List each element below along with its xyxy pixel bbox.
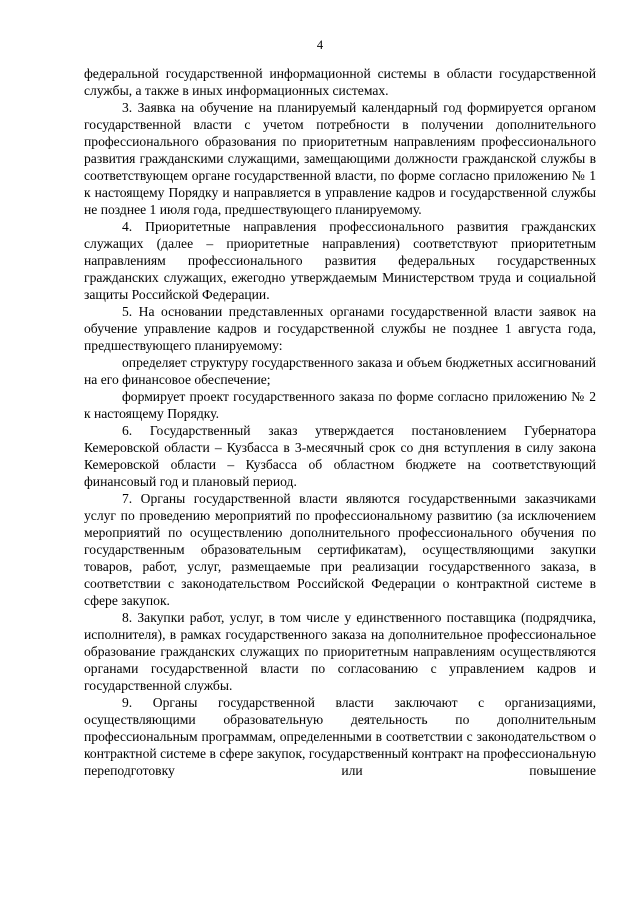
paragraph-5-item-2: формирует проект государственного заказа по форме согласно приложению № 2 к настоящему Порядку. <box>84 389 596 421</box>
paragraph-6: 6. Государственный заказ утверждается постановлением Губернатора Кемеровской области – Кузбасса в 3-месячный срок со дня вступления в силу закона Кемеровской области – Кузбасса об областном бюджете на соответствующий финансовый год и плановый период. <box>84 423 596 489</box>
paragraph-7: 7. Органы государственной власти являются государственными заказчиками услуг по проведению мероприятий по профессиональному развитию (за исключением мероприятий по осуществлению дополнительного профессионального обучения по государственным образовательным сертификатам), осуществляющими закупки товаров, работ, услуг, размещаемые при реализации государственного заказа, в соответствии с законодательством Российской Федерации о контрактной системе в сфере закупок. <box>84 491 596 608</box>
paragraph-4: 4. Приоритетные направления профессионального развития гражданских служащих (далее – приоритетные направления) соответствуют приоритетным направлениям профессионального развития федеральных государственных гражданских служащих, ежегодно утверждаемым Министерством труда и социальной защиты Российской Федерации. <box>84 219 596 302</box>
paragraph-continuation: федеральной государственной информационной системы в области государственной службы, а также в иных информационных системах. <box>84 66 596 98</box>
paragraph-5: 5. На основании представленных органами государственной власти заявок на обучение управление кадров и государственной службы не позднее 1 августа года, предшествующего планируемому: <box>84 304 596 353</box>
paragraph-3: 3. Заявка на обучение на планируемый календарный год формируется органом государственной власти с учетом потребности в получении дополнительного профессионального образования по приоритетным направлениям профессионального развития гражданскими служащими, замещающими должности гражданской службы в соответствующем органе государственной власти, по форме согласно приложению № 1 к настоящему Порядку и направляется в управление кадров и государственной службы не позднее 1 июля года, предшествующего планируемому. <box>84 100 596 217</box>
paragraph-8: 8. Закупки работ, услуг, в том числе у единственного поставщика (подрядчика, исполнителя), в рамках государственного заказа на дополнительное профессиональное образование гражданских служащих по приоритетным направлениям осуществляются органами государственной власти по согласованию с управлением кадров и государственной службы. <box>84 610 596 693</box>
paragraph-9: 9. Органы государственной власти заключают с организациями, осуществляющими образовательную деятельность по дополнительным профессиональным программам, определенными в соответствии с законодательством о контрактной системе в сфере закупок, государственный контракт на профессиональную переподготовку или повышение <box>84 695 596 778</box>
document-body <box>84 65 596 779</box>
paragraph-5-item-1: определяет структуру государственного заказа и объем бюджетных ассигнований на его финансовое обеспечение; <box>84 355 596 387</box>
page-number: 4 <box>316 38 324 52</box>
